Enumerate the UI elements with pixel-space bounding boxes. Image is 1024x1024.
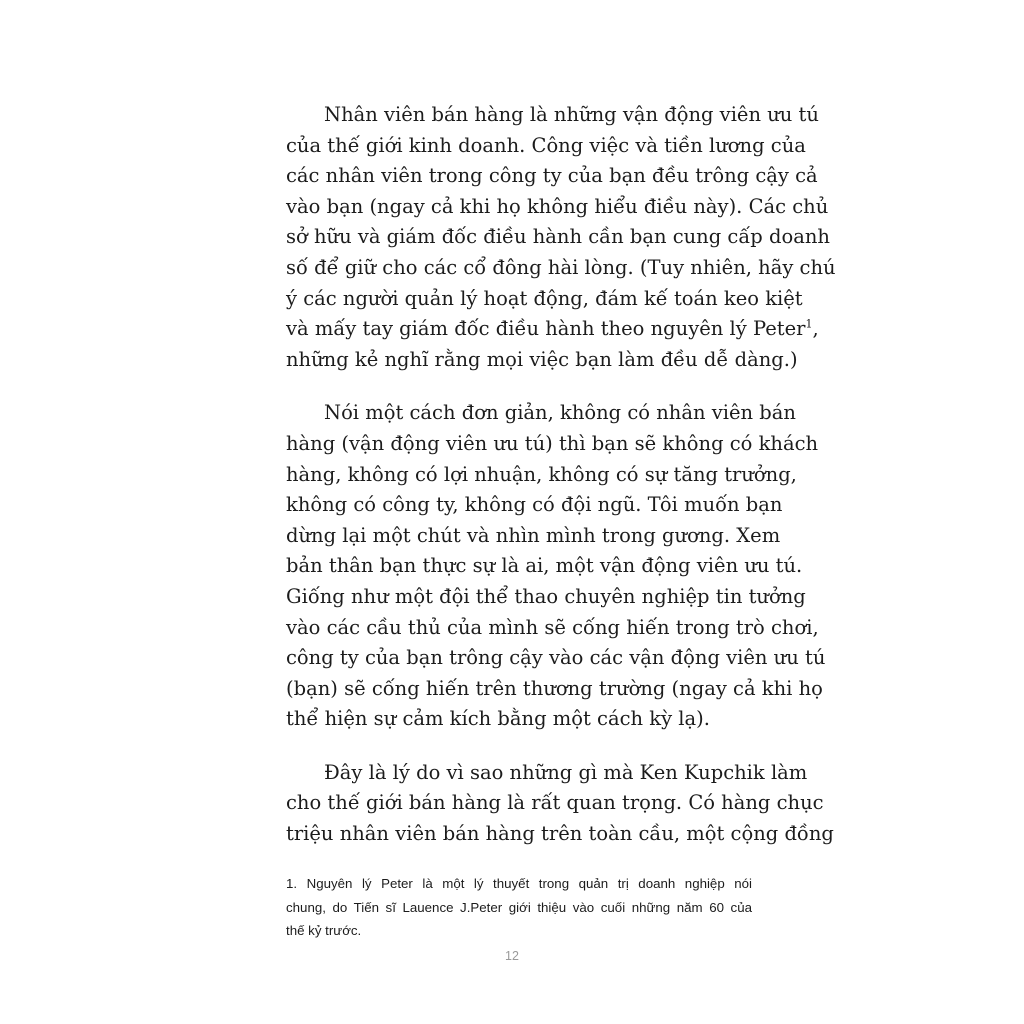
footnote-line: 1. Nguyên lý Peter là một lý thuyết trong quản trị doanh nghiệp nói: [286, 876, 752, 891]
footnote: [286, 872, 752, 943]
text-line: hàng, không có lợi nhuận, không có sự tăng trưởng,: [286, 462, 797, 486]
text-line: Nhân viên bán hàng là những vận động viên ưu tú: [324, 103, 819, 126]
text-line: vào các cầu thủ của mình sẽ cống hiến trong trò chơi,: [286, 615, 819, 639]
text-line: thể hiện sự cảm kích bằng một cách kỳ lạ).: [286, 707, 710, 731]
text-line: của thế giới kinh doanh. Công việc và tiền lương của: [286, 133, 806, 157]
text-line: (bạn) sẽ cống hiến trên thương trường (ngay cả khi họ: [286, 676, 823, 700]
paragraph-1: [286, 100, 836, 375]
text-line: số để giữ cho các cổ đông hài lòng. (Tuy nhiên, hãy chú: [286, 255, 836, 279]
page-number: 12: [505, 949, 519, 963]
text-line: hàng (vận động viên ưu tú) thì bạn sẽ không có khách: [286, 431, 819, 455]
text-line: triệu nhân viên bán hàng trên toàn cầu, một cộng đồng: [286, 822, 834, 846]
text-line: Đây là lý do vì sao những gì mà Ken Kupchik làm: [324, 760, 808, 784]
text-line: vào bạn (ngay cả khi họ không hiểu điều này). Các chủ: [286, 194, 829, 218]
text-line: những kẻ nghĩ rằng mọi việc bạn làm đều dễ dàng.): [286, 347, 798, 371]
footnote-line: chung, do Tiến sĩ Lauence J.Peter giới thiệu vào cuối những năm 60 của: [286, 899, 752, 915]
footnote-divider: [286, 858, 458, 864]
body-text: [286, 100, 836, 873]
footnote-line: thế kỷ trước.: [286, 923, 362, 938]
text-line: các nhân viên trong công ty của bạn đều trông cậy cả: [286, 164, 818, 188]
paragraph-2: [286, 398, 826, 735]
text-line: dừng lại một chút và nhìn mình trong gương. Xem: [286, 523, 781, 547]
text-line: Giống như một đội thể thao chuyên nghiệp tin tưởng: [286, 584, 806, 608]
text-line: ý các người quản lý hoạt động, đám kế toán keo kiệt: [286, 286, 803, 310]
text-line: Nói một cách đơn giản, không có nhân viên bán: [324, 401, 796, 425]
text-line: không có công ty, không có đội ngũ. Tôi muốn bạn: [286, 493, 783, 517]
text-line-with-footnote: [286, 314, 819, 345]
text-line: cho thế giới bán hàng là rất quan trọng. Có hàng chục: [286, 791, 824, 815]
text-line: sở hữu và giám đốc điều hành cần bạn cung cấp doanh: [286, 225, 830, 249]
paragraph-3: [286, 758, 834, 850]
text-line: bản thân bạn thực sự là ai, một vận động viên ưu tú.: [286, 554, 803, 578]
text-line: công ty của bạn trông cậy vào các vận động viên ưu tú: [286, 646, 826, 670]
footnote-marker[interactable]: 1: [805, 317, 813, 331]
text-line: và mấy tay giám đốc điều hành theo nguyên lý Peter: [286, 317, 806, 341]
punctuation: ,: [812, 317, 819, 341]
